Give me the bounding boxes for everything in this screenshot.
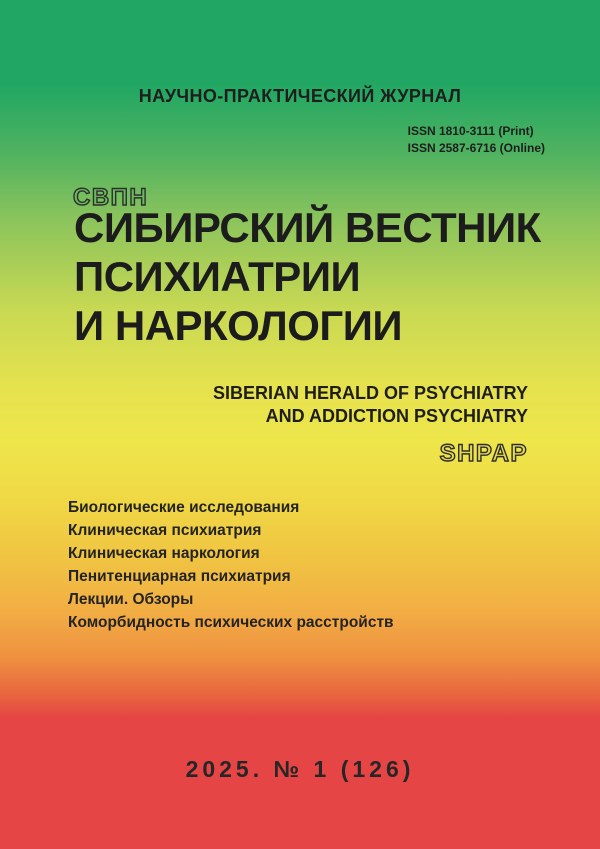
- title-ru-line-1: СИБИРСКИЙ ВЕСТНИК: [74, 204, 541, 251]
- issue-number: 2025. № 1 (126): [185, 756, 415, 782]
- issn-block: [408, 123, 545, 156]
- section-list-item: Лекции. Обзоры: [68, 591, 194, 608]
- section-list: [68, 496, 394, 634]
- section-list-item: Биологические исследования: [68, 499, 300, 516]
- journal-abbreviation-en: SHPAP: [439, 440, 528, 467]
- title-en-line-2: AND ADDICTION PSYCHIATRY: [265, 406, 528, 426]
- journal-title-ru: [74, 203, 541, 350]
- title-ru-line-3: И НАРКОЛОГИИ: [74, 302, 403, 349]
- journal-title-en: [213, 382, 528, 428]
- title-ru-line-2: ПСИХИАТРИИ: [74, 253, 361, 300]
- section-list-item: Коморбидность психических расстройств: [68, 614, 394, 631]
- section-list-item: Клиническая психиатрия: [68, 522, 262, 539]
- journal-type-label: НАУЧНО-ПРАКТИЧЕСКИЙ ЖУРНАЛ: [138, 86, 462, 106]
- title-en-line-1: SIBERIAN HERALD OF PSYCHIATRY: [212, 383, 528, 403]
- journal-abbreviation-ru: СВПН: [73, 184, 149, 211]
- section-list-item: Клиническая наркология: [68, 545, 260, 562]
- issn-print-label: ISSN 1810-3111 (Print): [407, 124, 534, 138]
- section-list-item: Пенитенциарная психиатрия: [68, 568, 291, 585]
- issn-online-label: ISSN 2587-6716 (Online): [407, 140, 545, 155]
